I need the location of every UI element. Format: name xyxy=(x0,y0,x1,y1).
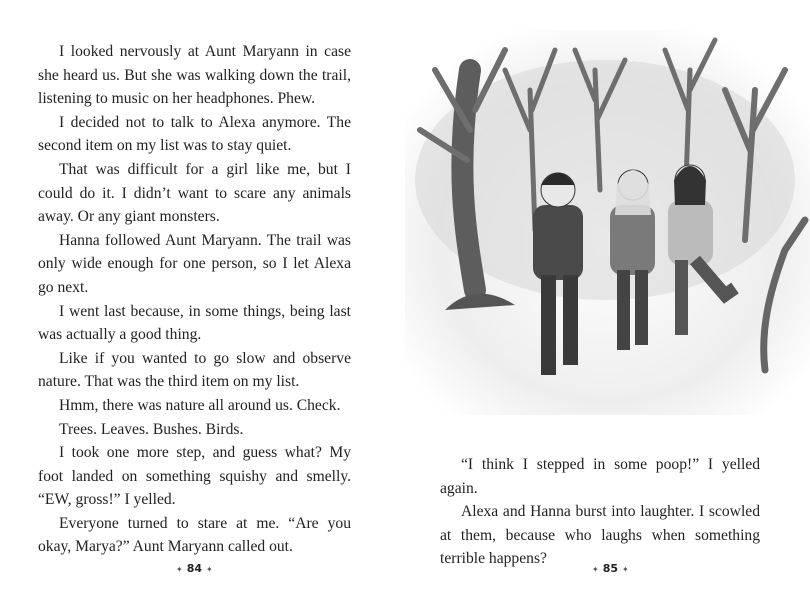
paragraph: That was difficult for a girl like me, but I could do it. I didn’t want to scare any animals away. Or any giant monsters. xyxy=(38,160,351,226)
ornament-icon: ✦ xyxy=(622,565,629,574)
page-number: ✦ 85 ✦ xyxy=(592,562,629,575)
left-page-text xyxy=(38,40,351,559)
paragraph: Trees. Leaves. Bushes. Birds. xyxy=(59,420,244,438)
forest-illustration xyxy=(405,30,810,415)
paragraph: Hmm, there was nature all around us. Check. xyxy=(59,396,341,414)
paragraph: I decided not to talk to Alexa anymore. The second item on my list was to stay quiet. xyxy=(38,113,351,155)
paragraph: I went last because, in some things, being last was actually a good thing. xyxy=(38,302,351,344)
ornament-icon: ✦ xyxy=(176,565,183,574)
paragraph: I looked nervously at Aunt Maryann in case she heard us. But she was walking down the trail, listening to music on her headphones. Phew. xyxy=(38,43,351,108)
paragraph: “I think I stepped in some poop!” I yelled again. xyxy=(440,456,760,497)
page-number: ✦ 84 ✦ xyxy=(176,562,213,575)
right-page xyxy=(405,0,810,589)
paragraph: Alexa and Hanna burst into laughter. I scowled at them, because who laughs when something terrible happens? xyxy=(440,503,760,568)
paragraph: Like if you wanted to go slow and observe nature. That was the third item on my list. xyxy=(38,349,351,391)
right-page-text xyxy=(440,453,760,571)
ornament-icon: ✦ xyxy=(592,565,599,574)
paragraph: Everyone turned to stare at me. “Are you okay, Marya?” Aunt Maryann called out. xyxy=(38,514,351,556)
paragraph: Hanna followed Aunt Maryann. The trail was only wide enough for one person, so I let Alexa go next. xyxy=(38,231,351,296)
ornament-icon: ✦ xyxy=(206,565,213,574)
paragraph: I took one more step, and guess what? My foot landed on something squishy and smelly. “EW, gross!” I yelled. xyxy=(38,444,351,509)
